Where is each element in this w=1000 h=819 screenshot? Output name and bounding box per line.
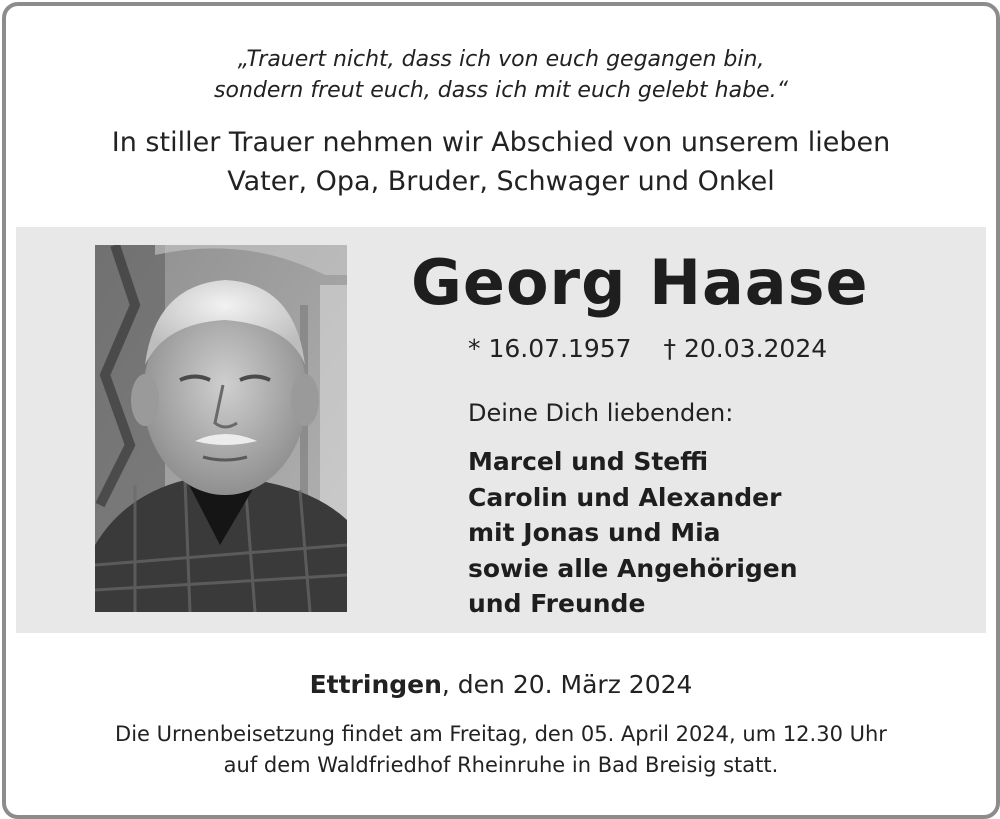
mourner-line: Marcel und Steffi (468, 447, 709, 476)
deceased-name: Georg Haase (411, 246, 869, 319)
burial-line-2: auf dem Waldfriedhof Rheinruhe in Bad Breisig statt. (223, 753, 779, 777)
birth-date: * 16.07.1957 (468, 334, 632, 363)
mourners-label: Deine Dich liebenden: (468, 399, 734, 427)
portrait-illustration (95, 245, 347, 612)
mourner-line: sowie alle Angehörigen (468, 553, 798, 583)
intro-line-1: In stiller Trauer nehmen wir Abschied von unserem lieben (111, 127, 891, 158)
obituary-frame (2, 2, 1000, 819)
place-name: Ettringen (309, 670, 442, 699)
burial-line-1: Die Urnenbeisetzung findet am Freitag, den 05. April 2024, um 12.30 Uhr (115, 722, 887, 746)
mourners-list (468, 444, 798, 622)
portrait-photo (95, 245, 347, 612)
mourner-line: und Freunde (468, 589, 646, 618)
life-dates (468, 334, 827, 363)
intro-line-2: Vater, Opa, Bruder, Schwager und Onkel (227, 166, 775, 197)
death-date: † 20.03.2024 (663, 334, 828, 363)
mourner-line: mit Jonas und Mia (468, 518, 721, 547)
intro-text (6, 123, 996, 201)
place-and-date (6, 670, 996, 699)
quote (6, 44, 996, 106)
quote-line-1: „Trauert nicht, dass ich von euch gegangen bin, (237, 47, 765, 72)
notice-date: , den 20. März 2024 (441, 670, 693, 699)
mourner-line: Carolin und Alexander (468, 482, 782, 512)
quote-line-2: sondern freut euch, dass ich mit euch gelebt habe.“ (214, 78, 788, 103)
burial-notice (6, 719, 996, 781)
